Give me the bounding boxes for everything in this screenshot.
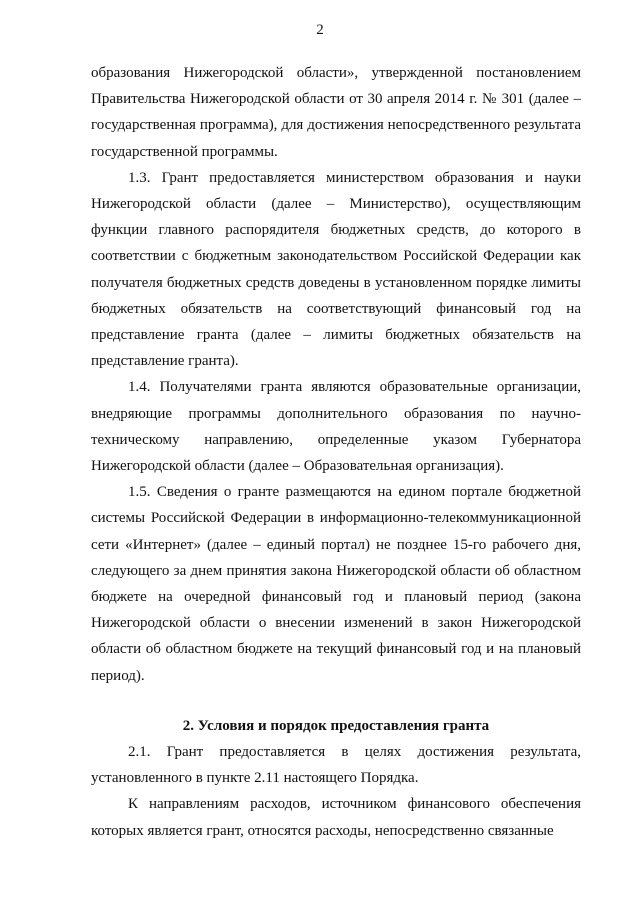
document-body [91,60,581,844]
section-heading: 2. Условия и порядок предоставления гранта [182,717,490,734]
paragraph-1-3: 1.3. Грант предоставляется министерством образования и науки Нижегородской области (далее – Министерство), осуществляющим функции главного распорядителя бюджетных средств, до которого в соответствии с бюджетным законодательством Российской Федерации как получателя бюджетных средств доведены в установленном порядке лимиты бюджетных обязательств на соответствующий финансовый год на представление гранта (далее – лимиты бюджетных обязательств на представление гранта). [91,169,581,370]
paragraph-1-4: 1.4. Получателями гранта являются образовательные организации, внедряющие программы дополнительного образования по научно-техническому направлению, определенные указом Губернатора Нижегородской области (далее – Образовательная организация). [91,379,581,475]
paragraph-continuation: образования Нижегородской области», утвержденной постановлением Правительства Нижегородской области от 30 апреля 2014 г. № 301 (далее – государственная программа), для достижения непосредственного результата государственной программы. [91,65,581,160]
paragraph-1-5: 1.5. Сведения о гранте размещаются на едином портале бюджетной системы Российской Федерации в информационно-телекоммуникационной сети «Интернет» (далее – единый портал) не позднее 15-го рабочего дня, следующего за днем принятия закона Нижегородской области об областном бюджете на очередной финансовый год и плановый период (закона Нижегородской области о внесении изменений в закон Нижегородской области об областном бюджете на текущий финансовый год и на плановый период). [91,484,581,684]
paragraph-2-1: 2.1. Грант предоставляется в целях достижения результата, установленного в пункте 2.11 настоящего Порядка. [91,744,581,787]
page-number: 2 [316,22,324,38]
paragraph-expense-directions: К направлениям расходов, источником финансового обеспечения которых является грант, относятся расходы, непосредственно связанные [91,796,581,839]
